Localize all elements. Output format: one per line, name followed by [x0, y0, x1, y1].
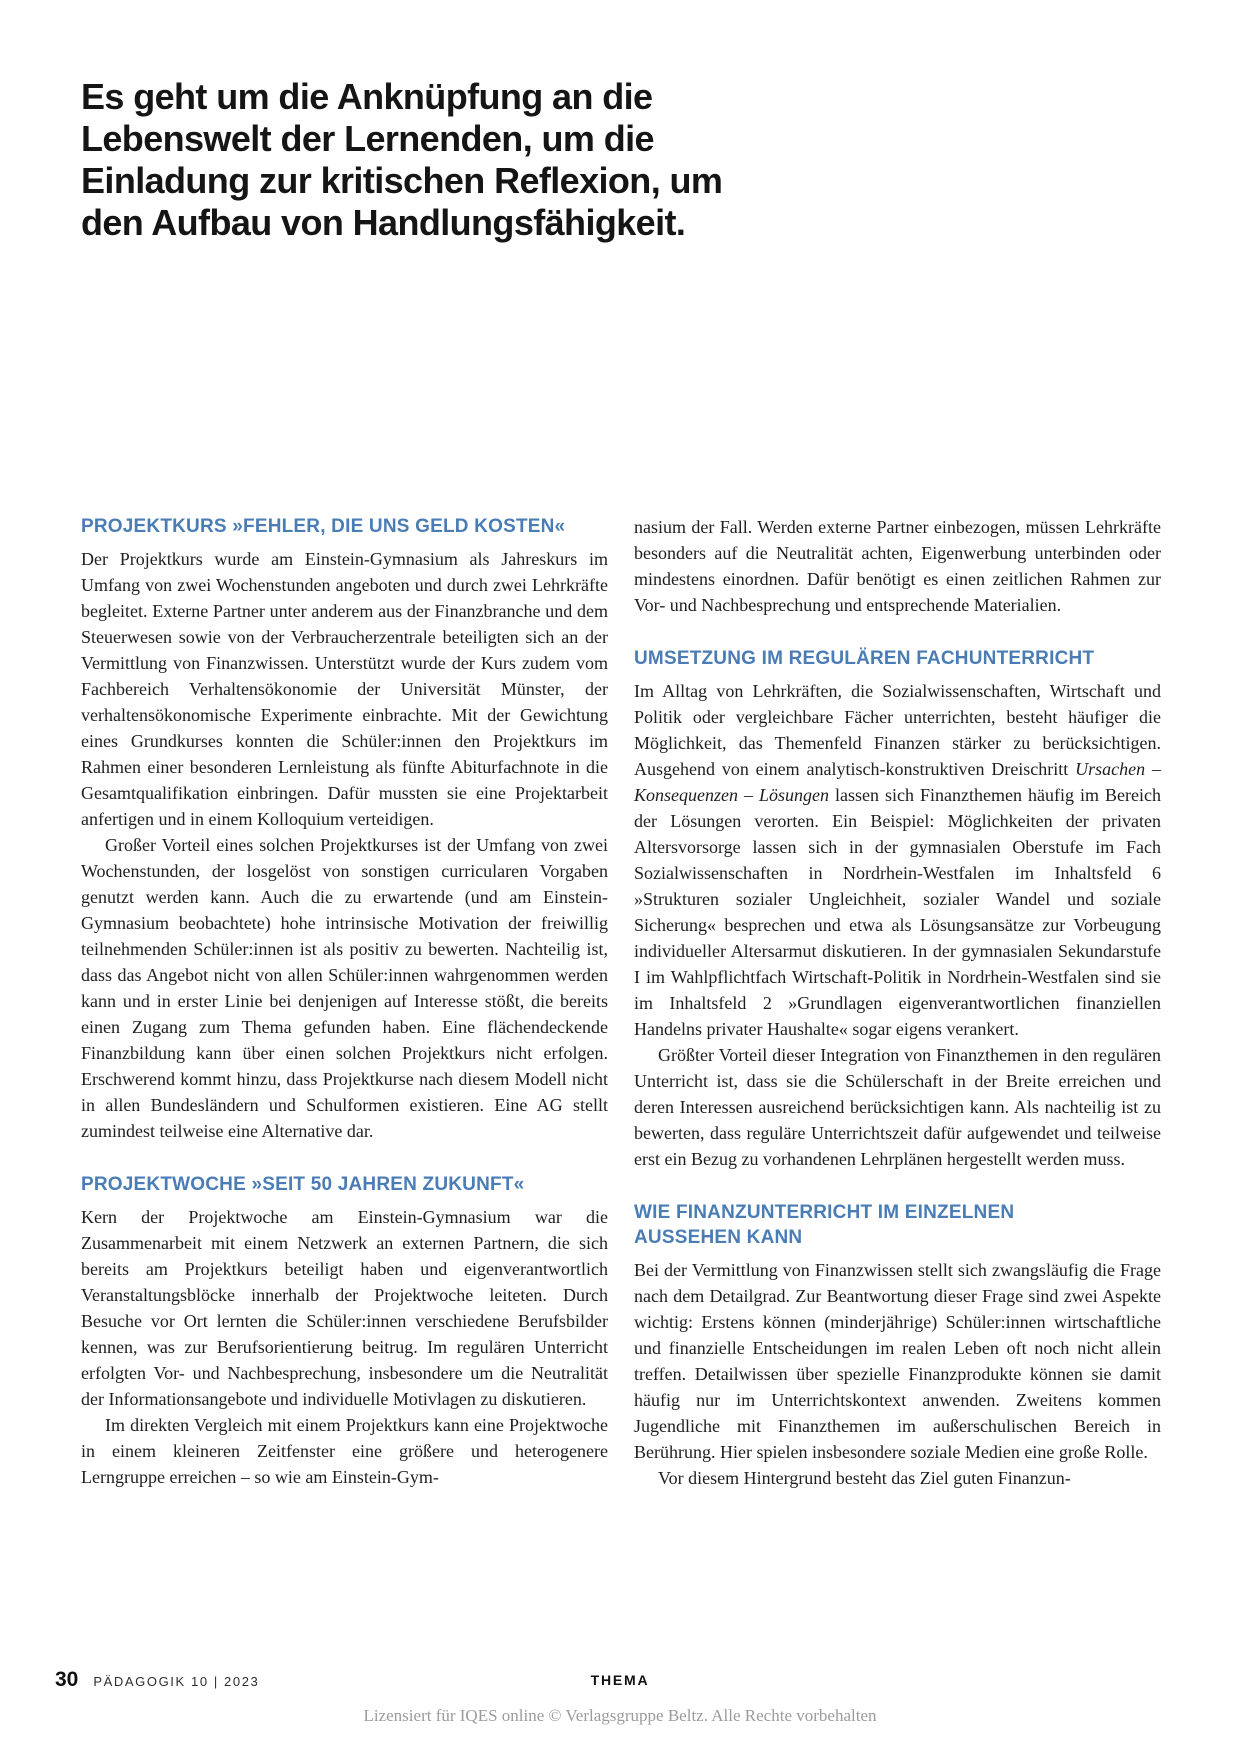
paragraph: Kern der Projektwoche am Einstein-Gymnasium war die Zusammenarbeit mit einem Netzwerk an externen Partnern, die sich bereits am Projektkurs beteiligt haben und eigenverantwortlich Veranstaltungsblöcke innerhalb der Projektwoche leiteten. Durch Besuche vor Ort lernten die Schüler:innen verschiedene Berufsbilder kennen, was zur Berufsorientierung beitrug. Im regulären Unterricht erfolgten Vor- und Nachbesprechung, insbesondere um die Neutralität der Informationsangebote und individuelle Motivlagen zu diskutieren. [81, 1207, 608, 1409]
paragraph [634, 678, 1161, 1042]
section-heading-wie-finanzunterricht [634, 1200, 1161, 1250]
paragraph: Größter Vorteil dieser Integration von Finanzthemen in den regulären Unterricht ist, dass sie die Schülerschaft in der Breite erreichen und deren Interessen ausreichend berücksichtigen kann. Als nachteilig ist zu bewerten, dass reguläre Unterrichtszeit dafür aufgewendet und teilweise erst ein Bezug zu vorhandenen Lehrplänen hergestellt werden muss. [634, 1045, 1161, 1169]
paragraph: Der Projektkurs wurde am Einstein-Gymnasium als Jahreskurs im Umfang von zwei Wochenstunden angeboten und durch zwei Lehrkräfte begleitet. Externe Partner unter anderem aus der Finanzbranche und dem Steuerwesen sowie von der Verbraucherzentrale beteiligten sich an der Vermittlung von Finanzwissen. Unterstützt wurde der Kurs zudem vom Fachbereich Verhaltensökonomie der Universität Münster, der verhaltensökonomische Experimente einbrachte. Mit der Gewichtung eines Grundkurses konnten die Schüler:innen den Projektkurs im Rahmen einer besonderen Lernleistung als fünfte Abiturfachnote in die Gesamtqualifikation einbringen. Dafür mussten sie eine Projektarbeit anfertigen und in einem Kolloquium verteidigen. [81, 549, 608, 829]
section-label: THEMA [590, 1672, 650, 1688]
section-heading-projektkurs: PROJEKTKURS »FEHLER, DIE UNS GELD KOSTEN« [81, 516, 566, 537]
right-column [634, 514, 1161, 1491]
section-heading-umsetzung: UMSETZUNG IM REGULÄREN FACHUNTERRICHT [634, 648, 1095, 669]
heading-line: WIE FINANZUNTERRICHT IM EINZELNEN [634, 1202, 1015, 1223]
headline-line: Lebenswelt der Lernenden, um die [81, 118, 654, 159]
paragraph: Großer Vorteil eines solchen Projektkurses ist der Umfang von zwei Wochenstunden, der losgelöst von sonstigen curricularen Vorgaben genutzt werden kann. Auch die zu erwartende (und am Einstein-Gymnasium beobachtete) hohe intrinsische Motivation der freiwillig teilnehmenden Schüler:innen ist als positiv zu bewerten. Nachteilig ist, dass das Angebot nicht von allen Schüler:innen wahrgenommen werden kann und in erster Linie bei denjenigen auf Interesse stößt, die bereits einen Zugang zum Thema gefunden haben. Eine flächendeckende Finanzbildung kann über einen solchen Projektkurs nicht erfolgen. Erschwerend kommt hinzu, dass Projektkurse nach diesem Modell nicht in allen Bundesländern und Schulformen existieren. Eine AG stellt zumindest teilweise eine Alternative dar. [81, 835, 608, 1141]
article-headline [81, 76, 722, 244]
paragraph: nasium der Fall. Werden externe Partner einbezogen, müssen Lehrkräfte besonders auf die Neutralität achten, Eigenwerbung unterbinden oder mindestens einordnen. Dafür benötigt es einen zeitlichen Rahmen zur Vor- und Nachbesprechung und entsprechende Materialien. [634, 517, 1161, 615]
headline-line: Einladung zur kritischen Reflexion, um [81, 160, 723, 201]
paragraph: Im direkten Vergleich mit einem Projektkurs kann eine Projektwoche in einem kleineren Zeitfenster eine größere und heterogenere Lerngruppe erreichen – so wie am Einstein-Gym- [81, 1415, 608, 1487]
page-number: 30 [55, 1668, 79, 1691]
paragraph: Vor diesem Hintergrund besteht das Ziel guten Finanzun- [658, 1468, 1071, 1488]
headline-line: Es geht um die Anknüpfung an die [81, 76, 653, 117]
paragraph: Bei der Vermittlung von Finanzwissen stellt sich zwangsläufig die Frage nach dem Detailgrad. Zur Beantwortung dieser Frage sind zwei Aspekte wichtig: Erstens können (minderjährige) Schüler:innen wirtschaftliche und finanzielle Entscheidungen im realen Leben oft noch nicht allein treffen. Detailwissen über spezielle Finanzprodukte können sie damit häufig nur im Unterrichtskontext anwenden. Zweitens kommen Jugendliche mit Finanzthemen im außerschulischen Bereich in Berührung. Hier spielen insbesondere soziale Medien eine große Rolle. [634, 1260, 1161, 1462]
section-heading-projektwoche: PROJEKTWOCHE »SEIT 50 JAHREN ZUKUNFT« [81, 1174, 525, 1195]
article-body [81, 514, 1161, 1491]
heading-line: AUSSEHEN KANN [634, 1227, 803, 1248]
headline-line: den Aufbau von Handlungsfähigkeit. [81, 202, 686, 243]
license-note: Lizensiert für IQES online © Verlagsgruppe Beltz. Alle Rechte vorbehalten [363, 1706, 877, 1725]
left-column [81, 514, 608, 1491]
italic-phrase: Ursachen – Konsequenzen – Lösungen [634, 759, 1161, 805]
paragraph-text: lassen sich Finanzthemen häufig im Bereich der Lösungen verorten. Ein Beispiel: Möglichkeiten der privaten Altersvorsorge lassen sich in der gymnasialen Oberstufe im Fach Sozialwissenschaften in Nordrhein-Westfalen im Inhaltsfeld 6 »Strukturen sozialer Ungleichheit, sozialer Wandel und soziale Sicherung« besprechen und etwa als Lösungsansätze zur Vorbeugung individueller Altersarmut diskutieren. In der gymnasialen Sekundarstufe I im Wahlpflichtfach Wirtschaft-Politik in Nordrhein-Westfalen sind sie im Inhaltsfeld 2 »Grundlagen eigenverantwortlichen finanziellen Handelns privater Haushalte« sogar eigens verankert. [634, 785, 1161, 1039]
journal-title: PÄDAGOGIK 10 | 2023 [93, 1674, 260, 1689]
paragraph-text: Im Alltag von Lehrkräften, die Sozialwissenschaften, Wirtschaft und Politik oder vergleichbare Fächer unterrichten, besteht häufiger die Möglichkeit, das Themenfeld Finanzen stärker zu berücksichtigen. Ausgehend von einem analytisch-konstruktiven Dreischritt [634, 681, 1161, 779]
